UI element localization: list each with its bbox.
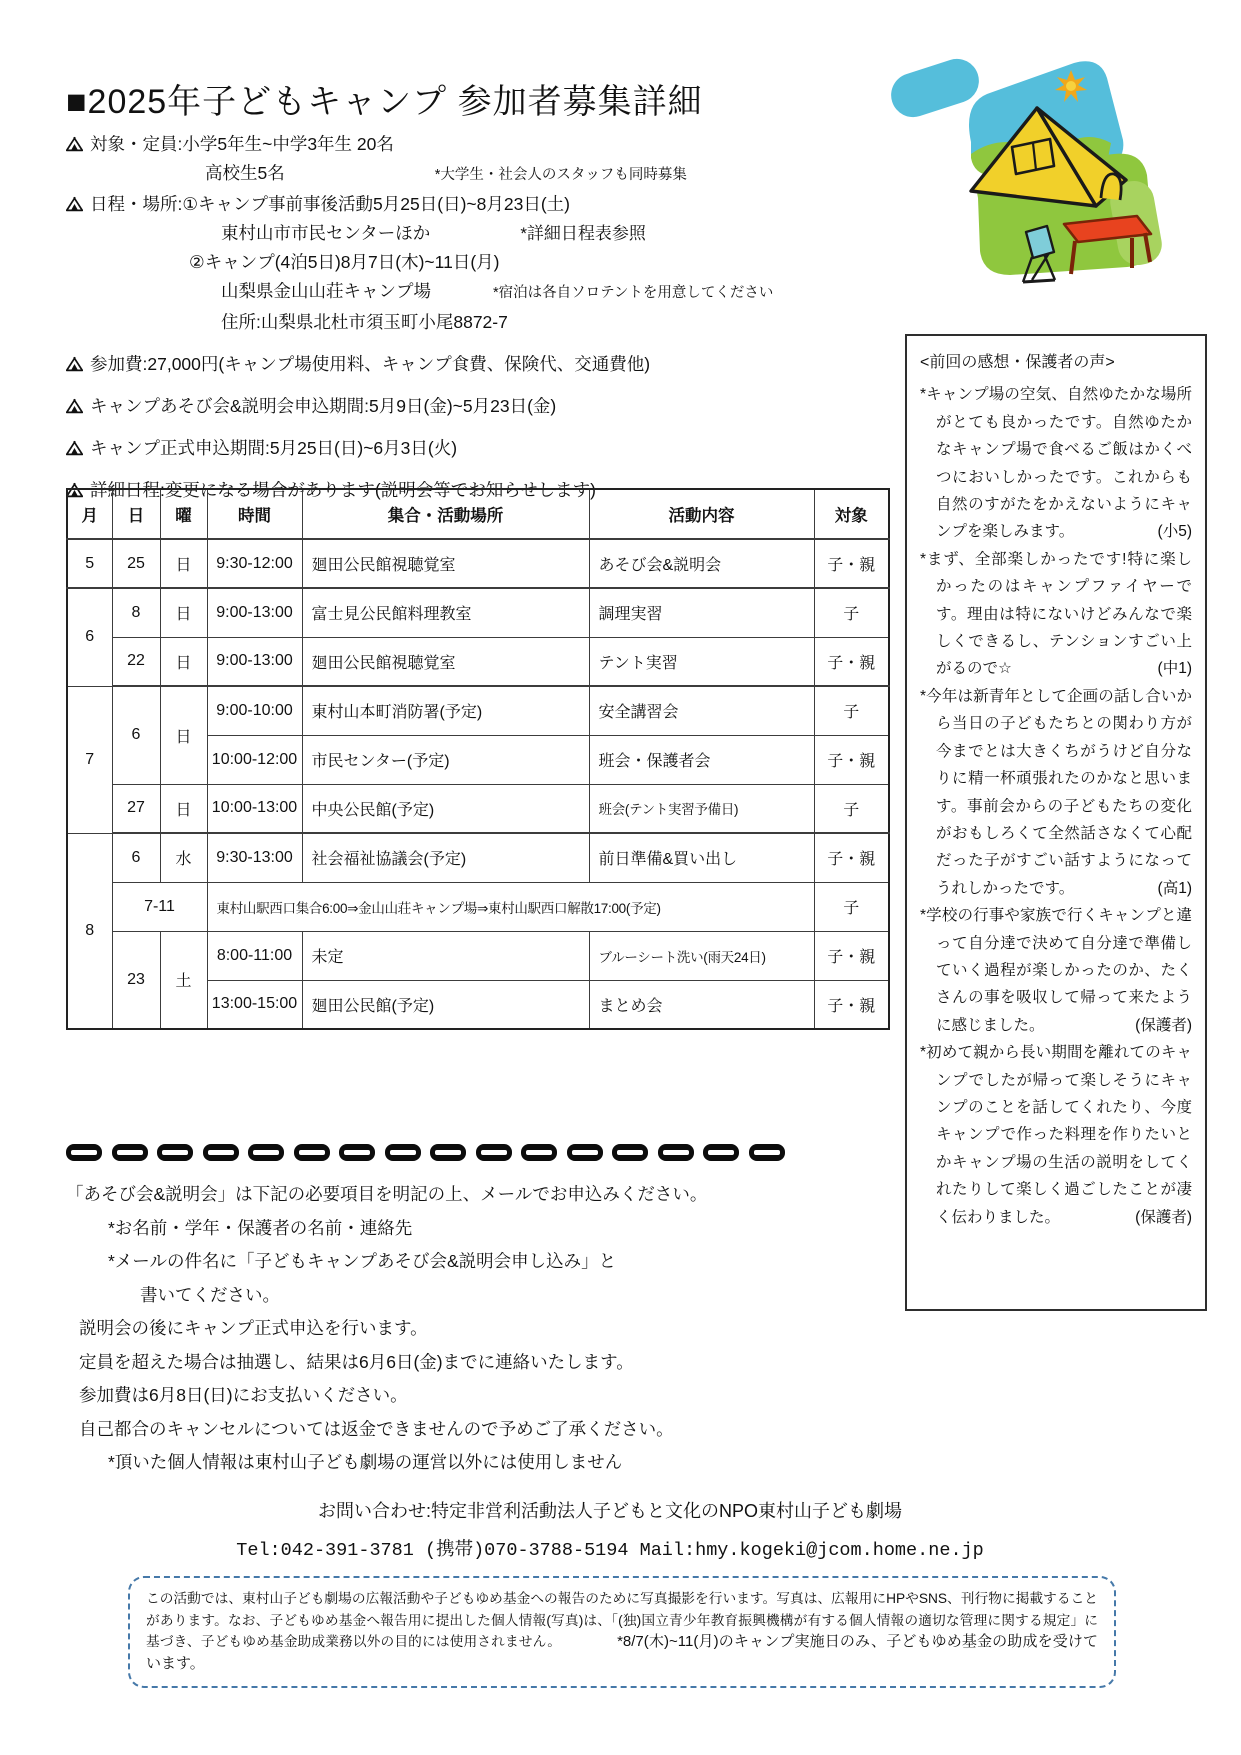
testimonial-author: (保護者) (1135, 1016, 1192, 1034)
tent-bullet-icon (66, 356, 83, 372)
col-header-target: 対象 (814, 489, 889, 539)
cell-month: 7 (67, 686, 112, 833)
photo-notice-body: この活動では、東村山子ども劇場の広報活動や子どもゆめ基金への報告のために写真撮影を行います。写真は、広報用にHPやSNS、刊行物に掲載することがあります。なお、子どもゆめ基金へ報告用に提出した個人情報(写真)は、「(独)国立青少年教育振興機構が有する個人情報の適切な管理に関する規定」に基づき、子どもゆめ基金助成業務以外の目的には使用されません。 (146, 1591, 1098, 1650)
cell: まとめ会 (589, 980, 814, 1029)
divider-pill-icon (749, 1144, 785, 1161)
tent-bullet-icon (66, 136, 83, 152)
cell: 日 (160, 686, 207, 784)
info-line-address: 住所:山梨県北杜市須玉町小尾8872-7 (221, 312, 508, 332)
col-header-day: 日 (112, 489, 160, 539)
cell-camp-route: 東村山駅西口集合6:00⇒金山山荘キャンプ場⇒東村山駅西口解散17:00(予定) (207, 882, 814, 931)
cell-month: 8 (67, 833, 112, 1029)
cell: ブルーシート洗い(雨天24日) (589, 931, 814, 980)
contact-block (40, 1492, 1180, 1570)
testimonial-author: (小5) (1157, 523, 1192, 541)
cell: 日 (160, 539, 207, 588)
divider-pill-icon (66, 1144, 102, 1161)
cell: 水 (160, 833, 207, 882)
cell: 23 (112, 931, 160, 1029)
table-row (67, 539, 889, 588)
cell: 市民センター(予定) (302, 735, 589, 784)
info-line-camp: ②キャンプ(4泊5日)8月7日(木)~11日(月) (189, 252, 500, 272)
testimonial: *学校の行事や家族で行くキャンプと違って自分達で決めて自分達で準備していく過程が楽しかったのか、たくさんの事を吸収して帰って来たように感じました。 (保護者) (920, 902, 1192, 1039)
divider-pill-icon (476, 1144, 512, 1161)
cell: 5 (67, 539, 112, 588)
col-header-time: 時間 (207, 489, 302, 539)
divider (66, 1144, 785, 1161)
info-line-apply-period: キャンプ正式申込期間:5月25日(日)~6月3日(火) (66, 434, 896, 463)
info-line-schedule: 日程・場所:①キャンプ事前事後活動5月25日(日)~8月23日(土) (66, 190, 896, 219)
cell: 子・親 (814, 833, 889, 882)
divider-pill-icon (385, 1144, 421, 1161)
divider-pill-icon (339, 1144, 375, 1161)
cell: 中央公民館(予定) (302, 784, 589, 833)
cell: 8 (112, 588, 160, 637)
cell: 13:00-15:00 (207, 980, 302, 1029)
cell: 10:00-12:00 (207, 735, 302, 784)
cell: 班会・保護者会 (589, 735, 814, 784)
table-header-row (67, 489, 889, 539)
table-row (67, 588, 889, 637)
apply-line: 書いてください。 (140, 1284, 280, 1305)
table-row (67, 833, 889, 882)
divider-pill-icon (203, 1144, 239, 1161)
testimonial-sidebar (905, 334, 1207, 1311)
testimonial: *今年は新青年として企画の話し合いから当日の子どもたちとの関わり方が今までとは大きくちがうけど自分なりに精一杯頑張れたのかなと思います。事前会からの子どもたちの変化がおもしろくて全然話さなくて心配だった子がすごい話すようになってうれしかったです。 (高1) (920, 683, 1192, 902)
info-line-capacity: 対象・定員:小学5年生~中学3年生 20名 (66, 130, 896, 159)
detail-note: *詳細日程表参照 (520, 224, 646, 243)
apply-line: 自己都合のキャンセルについては返金できませんので予めご了承ください。 (79, 1418, 674, 1439)
info-line-highschool: 高校生5名 *大学生・社会人のスタッフも同時募集 (205, 163, 687, 183)
cell: 安全講習会 (589, 686, 814, 735)
divider-pill-icon (294, 1144, 330, 1161)
cell: 子・親 (814, 637, 889, 686)
cell: 子・親 (814, 735, 889, 784)
divider-pill-icon (612, 1144, 648, 1161)
cell: 25 (112, 539, 160, 588)
cell: 富士見公民館料理教室 (302, 588, 589, 637)
table-row (67, 637, 889, 686)
testimonial-author: (中1) (1157, 660, 1192, 678)
cell: 9:00-13:00 (207, 637, 302, 686)
staff-note: *大学生・社会人のスタッフも同時募集 (434, 167, 687, 183)
cell: 未定 (302, 931, 589, 980)
table-row (67, 931, 889, 980)
cell: 日 (160, 588, 207, 637)
info-line-place: 東村山市市民センターほか *詳細日程表参照 (221, 223, 646, 243)
cell: 子 (814, 784, 889, 833)
cell: 子・親 (814, 980, 889, 1029)
testimonial-author: (高1) (1157, 879, 1192, 897)
info-block (66, 130, 896, 505)
divider-pill-icon (157, 1144, 193, 1161)
cell: 6 (112, 686, 160, 784)
cell: 廻田公民館(予定) (302, 980, 589, 1029)
cell: 9:00-13:00 (207, 588, 302, 637)
cell: 土 (160, 931, 207, 1029)
cell: 子・親 (814, 931, 889, 980)
info-line-session-period: キャンプあそび会&説明会申込期間:5月9日(金)~5月23日(金) (66, 392, 896, 421)
divider-pill-icon (703, 1144, 739, 1161)
cell: 社会福祉協議会(予定) (302, 833, 589, 882)
tent-bullet-icon (66, 398, 83, 414)
tent-bullet-icon (66, 440, 83, 456)
testimonial-author: (保護者) (1135, 1208, 1192, 1226)
cell: テント実習 (589, 637, 814, 686)
divider-pill-icon (112, 1144, 148, 1161)
divider-pill-icon (567, 1144, 603, 1161)
photo-notice-note: *8/7(木)~11(月)のキャンプ実施日のみ、子どもゆめ基金の助成を受けています。 (146, 1633, 1099, 1672)
col-header-place: 集合・活動場所 (302, 489, 589, 539)
cell: 27 (112, 784, 160, 833)
cell: 子 (814, 686, 889, 735)
cell: 子 (814, 882, 889, 931)
cell: 廻田公民館視聴覚室 (302, 637, 589, 686)
info-line-fee: 参加費:27,000円(キャンプ場使用料、キャンプ食費、保険代、交通費他) (66, 350, 896, 379)
tent-note: *宿泊は各自ソロテントを用意してください (493, 285, 774, 301)
cell: 9:30-13:00 (207, 833, 302, 882)
divider-pill-icon (658, 1144, 694, 1161)
cell-month: 6 (67, 588, 112, 686)
testimonial: *初めて親から長い期間を離れてのキャンプでしたが帰って楽しそうにキャンプのことを話してくれたり、今度キャンプで作った料理を作りたいとかキャンプ場の生活の説明をしてくれたりして楽しく過ごしたことが凄く伝わりました。 (保護者) (920, 1039, 1192, 1231)
cell: 8:00-11:00 (207, 931, 302, 980)
col-header-month: 月 (67, 489, 112, 539)
sidebar-heading: <前回の感想・保護者の声> (920, 354, 1115, 371)
table-row (67, 686, 889, 735)
cell: あそび会&説明会 (589, 539, 814, 588)
tent-bullet-icon (66, 196, 83, 212)
cell: 日 (160, 784, 207, 833)
contact-tel-mail: Tel:042-391-3781 (携帯)070-3788-5194 Mail:hmy.kogeki@jcom.home.ne.jp (236, 1540, 984, 1561)
apply-line: *メールの件名に「子どもキャンプあそび会&説明会申し込み」と (108, 1251, 617, 1271)
divider-pill-icon (521, 1144, 557, 1161)
camp-illustration (874, 46, 1166, 286)
cell: 9:30-12:00 (207, 539, 302, 588)
divider-pill-icon (248, 1144, 284, 1161)
cell: 東村山本町消防署(予定) (302, 686, 589, 735)
page-title: ■2025年子どもキャンプ 参加者募集詳細 (66, 83, 703, 121)
cell: 調理実習 (589, 588, 814, 637)
cell: 前日準備&買い出し (589, 833, 814, 882)
cell: 7-11 (112, 882, 207, 931)
cell: 6 (112, 833, 160, 882)
cell: 9:00-10:00 (207, 686, 302, 735)
table-row (67, 784, 889, 833)
apply-line: 説明会の後にキャンプ正式申込を行います。 (79, 1318, 428, 1338)
cell: 10:00-13:00 (207, 784, 302, 833)
apply-line: *頂いた個人情報は東村山子ども劇場の運営以外には使用しません (108, 1452, 623, 1472)
apply-line: 定員を超えた場合は抽選し、結果は6月6日(金)までに連絡いたします。 (79, 1351, 634, 1372)
testimonial: *まず、全部楽しかったです!特に楽しかったのはキャンプファイヤーです。理由は特にないけどみんなで楽しくできるし、テンションすごい上がるので☆ (中1) (920, 546, 1192, 683)
col-header-activity: 活動内容 (589, 489, 814, 539)
cell: 廻田公民館視聴覚室 (302, 539, 589, 588)
sky-patch-icon (885, 53, 984, 123)
cell: 班会(テント実習予備日) (589, 784, 814, 833)
divider-pill-icon (430, 1144, 466, 1161)
table-row (67, 882, 889, 931)
info-line-detail-schedule: 詳細日程:変更になる場合があります(説明会等でお知らせします) (66, 476, 896, 505)
application-instructions (66, 1178, 906, 1480)
apply-line: 参加費は6月8日(日)にお支払いください。 (79, 1385, 408, 1405)
schedule-table (66, 488, 890, 1030)
cell: 22 (112, 637, 160, 686)
apply-line: 「あそび会&説明会」は下記の必要項目を明記の上、メールでお申込みください。 (66, 1184, 708, 1204)
info-line-campsite: 山梨県金山山荘キャンプ場 *宿泊は各自ソロテントを用意してください (221, 281, 774, 301)
apply-line: *お名前・学年・保護者の名前・連絡先 (108, 1217, 413, 1238)
testimonial: *キャンプ場の空気、自然ゆたかな場所がとても良かったです。自然ゆたかなキャンプ場で食べるご飯はかくべつにおいしかったです。これからも自然のすがたをかえないようにキャンプを楽しみます。 (小5) (920, 381, 1192, 545)
photo-notice-box (128, 1576, 1116, 1688)
cell: 日 (160, 637, 207, 686)
cell: 子 (814, 588, 889, 637)
cell: 子・親 (814, 539, 889, 588)
col-header-weekday: 曜 (160, 489, 207, 539)
contact-org: お問い合わせ:特定非営利活動法人子どもと文化のNPO東村山子ども劇場 (317, 1501, 902, 1521)
